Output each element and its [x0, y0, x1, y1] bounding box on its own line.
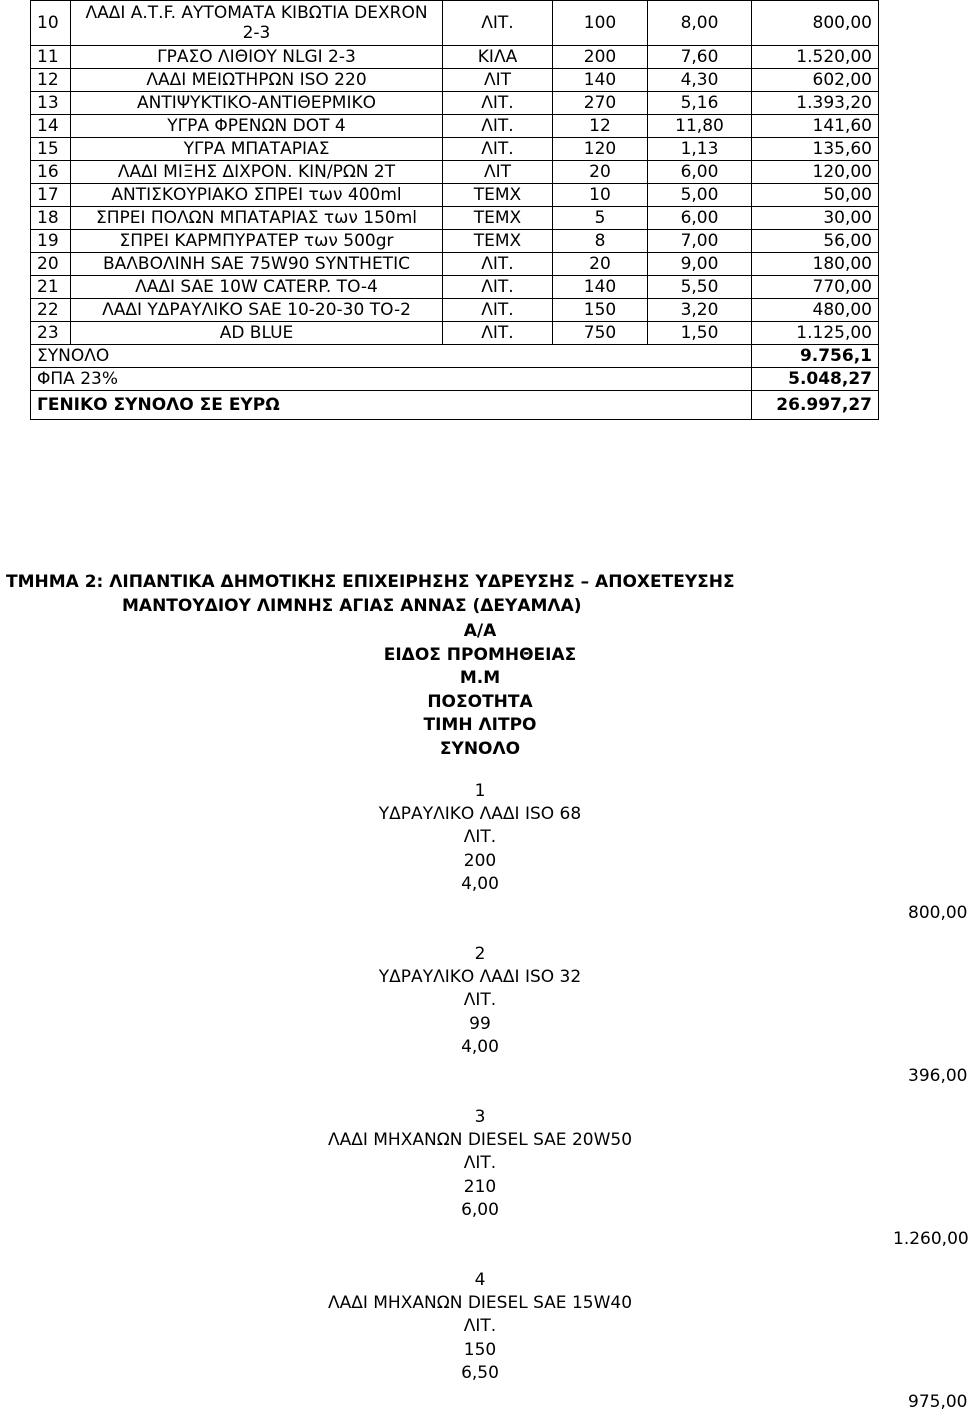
- row-price: 7,00: [648, 230, 752, 253]
- item-desc: ΛΑΔΙ ΜΗΧΑΝΩΝ DIESEL SAE 15W40: [327, 1293, 633, 1314]
- row-quantity: 5: [553, 207, 648, 230]
- row-number: 14: [31, 115, 71, 138]
- row-price: 1,13: [648, 138, 752, 161]
- item-price: 4,00: [461, 1036, 499, 1057]
- row-number: 21: [31, 276, 71, 299]
- row-description: ΥΓΡΑ ΜΠΑΤΑΡΙΑΣ: [71, 138, 443, 161]
- list-item: [0, 943, 968, 1086]
- table-row: [31, 230, 879, 253]
- item-n: 4: [474, 1270, 486, 1290]
- grand-total-label: ΓΕΝΙΚΟ ΣΥΝΟΛΟ ΣΕ ΕΥΡΩ: [31, 391, 752, 420]
- section-2-subtitle: ΜΑΝΤΟΥΔΙΟΥ ΛΙΜΝΗΣ ΑΓΙΑΣ ΑΝΝΑΣ (ΔΕΥΑΜΛΑ): [122, 596, 582, 616]
- row-unit: ΛΙΤ.: [443, 138, 553, 161]
- header-total: ΣΥΝΟΛΟ: [439, 738, 521, 759]
- section-2-title: ΤΜΗΜΑ 2: ΛΙΠΑΝΤΙΚΑ ΔΗΜΟΤΙΚΗΣ ΕΠΙΧΕΙΡΗΣΗΣ ΥΔΡΕΥΣΗΣ – ΑΠΟΧΕΤΕΥΣΗΣ: [6, 572, 735, 592]
- items-table: [30, 0, 879, 420]
- row-price: 7,60: [648, 46, 752, 69]
- row-number: 16: [31, 161, 71, 184]
- item-total: 975,00: [908, 1392, 968, 1412]
- row-unit: ΛΙΤ.: [443, 322, 553, 345]
- header-item: ΕΙΔΟΣ ΠΡΟΜΗΘΕΙΑΣ: [383, 644, 577, 665]
- row-total: 1.520,00: [752, 46, 879, 69]
- row-price: 5,00: [648, 184, 752, 207]
- row-number: 10: [31, 1, 71, 46]
- item-price: 4,00: [461, 873, 499, 894]
- row-description: ΛΑΔΙ Α.Τ.F. ΑΥΤΟΜΑΤΑ ΚΙΒΩΤΙΑ DEXRON 2-3: [71, 1, 443, 46]
- item-unit: ΛΙΤ.: [463, 1153, 497, 1174]
- row-quantity: 8: [553, 230, 648, 253]
- item-price: 6,50: [461, 1362, 499, 1383]
- table-row: [31, 253, 879, 276]
- row-unit: ΤΕΜΧ: [443, 184, 553, 207]
- table-row: [31, 46, 879, 69]
- list-item: [0, 780, 968, 923]
- row-price: 9,00: [648, 253, 752, 276]
- row-description: ΒΑΛΒΟΛΙΝΗ SAE 75W90 SYNTHETIC: [71, 253, 443, 276]
- table-row: [31, 115, 879, 138]
- vat-label: ΦΠΑ 23%: [31, 368, 752, 391]
- item-price: 6,00: [461, 1199, 499, 1220]
- row-price: 1,50: [648, 322, 752, 345]
- item-desc: ΥΔΡΑΥΛΙΚΟ ΛΑΔΙ ISO 32: [378, 967, 582, 988]
- row-quantity: 100: [553, 1, 648, 46]
- table-row: [31, 299, 879, 322]
- row-quantity: 10: [553, 184, 648, 207]
- row-description: ΛΑΔΙ ΥΔΡΑΥΛΙΚΟ SAE 10-20-30 TO-2: [71, 299, 443, 322]
- item-qty: 150: [463, 1339, 497, 1360]
- row-unit: ΛΙΤ.: [443, 92, 553, 115]
- row-quantity: 140: [553, 69, 648, 92]
- section-2-headers: [0, 620, 960, 761]
- row-total: 50,00: [752, 184, 879, 207]
- row-number: 15: [31, 138, 71, 161]
- item-unit: ΛΙΤ.: [463, 1316, 497, 1337]
- list-item: [0, 1269, 968, 1412]
- row-description: AD BLUE: [71, 322, 443, 345]
- row-number: 18: [31, 207, 71, 230]
- row-price: 3,20: [648, 299, 752, 322]
- subtotal-value: 9.756,1: [752, 345, 879, 368]
- list-item: [0, 1106, 969, 1249]
- row-total: 1.393,20: [752, 92, 879, 115]
- row-price: 4,30: [648, 69, 752, 92]
- row-quantity: 200: [553, 46, 648, 69]
- row-total: 602,00: [752, 69, 879, 92]
- item-n: 2: [474, 944, 486, 964]
- item-qty: 99: [469, 1013, 491, 1034]
- row-total: 56,00: [752, 230, 879, 253]
- items-table-wrapper: [30, 0, 878, 420]
- row-price: 11,80: [648, 115, 752, 138]
- subtotal-row: [31, 345, 879, 368]
- row-number: 23: [31, 322, 71, 345]
- row-quantity: 140: [553, 276, 648, 299]
- row-number: 20: [31, 253, 71, 276]
- header-unit: Μ.Μ: [459, 668, 501, 688]
- item-unit: ΛΙΤ.: [463, 990, 497, 1011]
- table-row: [31, 184, 879, 207]
- row-number: 12: [31, 69, 71, 92]
- row-total: 120,00: [752, 161, 879, 184]
- item-n: 1: [474, 781, 486, 801]
- row-quantity: 750: [553, 322, 648, 345]
- row-number: 11: [31, 46, 71, 69]
- row-description: ΓΡΑΣΟ ΛΙΘΙΟΥ NLGI 2-3: [71, 46, 443, 69]
- row-description: ΛΑΔΙ ΜΙΞΗΣ ΔΙΧΡΟΝ. ΚΙΝ/ΡΩΝ 2Τ: [71, 161, 443, 184]
- header-quantity: ΠΟΣΟΤΗΤΑ: [427, 691, 533, 712]
- row-number: 17: [31, 184, 71, 207]
- row-unit: ΛΙΤ: [443, 69, 553, 92]
- row-total: 480,00: [752, 299, 879, 322]
- header-aa: Α/Α: [463, 621, 497, 641]
- row-number: 13: [31, 92, 71, 115]
- row-unit: ΛΙΤ.: [443, 115, 553, 138]
- subtotal-label: ΣΥΝΟΛΟ: [31, 345, 752, 368]
- row-unit: ΛΙΤ.: [443, 299, 553, 322]
- row-unit: ΛΙΤ.: [443, 1, 553, 46]
- item-qty: 210: [463, 1176, 497, 1197]
- row-total: 770,00: [752, 276, 879, 299]
- item-total: 396,00: [908, 1066, 968, 1086]
- row-quantity: 270: [553, 92, 648, 115]
- row-total: 141,60: [752, 115, 879, 138]
- row-price: 5,50: [648, 276, 752, 299]
- row-price: 6,00: [648, 161, 752, 184]
- row-total: 800,00: [752, 1, 879, 46]
- row-unit: ΤΕΜΧ: [443, 207, 553, 230]
- row-total: 135,60: [752, 138, 879, 161]
- item-desc: ΥΔΡΑΥΛΙΚΟ ΛΑΔΙ ISO 68: [378, 804, 582, 825]
- row-unit: ΛΙΤ.: [443, 253, 553, 276]
- row-total: 180,00: [752, 253, 879, 276]
- row-description: ΑΝΤΙΨΥΚΤΙΚΟ-ΑΝΤΙΘΕΡΜΙΚΟ: [71, 92, 443, 115]
- row-total: 1.125,00: [752, 322, 879, 345]
- row-quantity: 12: [553, 115, 648, 138]
- grand-total-value: 26.997,27: [752, 391, 879, 420]
- vat-row: [31, 368, 879, 391]
- row-unit: ΚΙΛΑ: [443, 46, 553, 69]
- row-description: ΥΓΡΑ ΦΡΕΝΩΝ DOT 4: [71, 115, 443, 138]
- summary-body: [31, 345, 879, 420]
- row-price: 6,00: [648, 207, 752, 230]
- item-unit: ΛΙΤ.: [463, 827, 497, 848]
- row-price: 5,16: [648, 92, 752, 115]
- item-qty: 200: [463, 850, 497, 871]
- header-unit-price: ΤΙΜΗ ΛΙΤΡΟ: [423, 715, 537, 735]
- row-number: 19: [31, 230, 71, 253]
- item-total: 800,00: [908, 903, 968, 923]
- row-quantity: 20: [553, 253, 648, 276]
- items-table-body: [31, 1, 879, 345]
- item-desc: ΛΑΔΙ ΜΗΧΑΝΩΝ DIESEL SAE 20W50: [327, 1130, 633, 1151]
- table-row: [31, 207, 879, 230]
- grand-total-row: [31, 391, 879, 420]
- table-row: [31, 161, 879, 184]
- row-price: 8,00: [648, 1, 752, 46]
- table-row: [31, 322, 879, 345]
- table-row: [31, 276, 879, 299]
- vat-value: 5.048,27: [752, 368, 879, 391]
- table-row: [31, 69, 879, 92]
- row-unit: ΛΙΤ.: [443, 276, 553, 299]
- row-number: 22: [31, 299, 71, 322]
- item-n: 3: [474, 1107, 486, 1127]
- row-description: ΑΝΤΙΣΚΟΥΡΙΑΚΟ ΣΠΡΕΙ των 400ml: [71, 184, 443, 207]
- table-row: [31, 1, 879, 46]
- row-description: ΣΠΡΕΙ ΚΑΡΜΠΥΡΑΤΕΡ των 500gr: [71, 230, 443, 253]
- row-total: 30,00: [752, 207, 879, 230]
- table-row: [31, 92, 879, 115]
- item-total: 1.260,00: [893, 1229, 969, 1249]
- row-description: ΛΑΔΙ ΜΕΙΩΤΗΡΩΝ ISO 220: [71, 69, 443, 92]
- row-unit: ΛΙΤ: [443, 161, 553, 184]
- row-quantity: 20: [553, 161, 648, 184]
- table-row: [31, 138, 879, 161]
- row-quantity: 150: [553, 299, 648, 322]
- row-unit: ΤΕΜΧ: [443, 230, 553, 253]
- row-quantity: 120: [553, 138, 648, 161]
- row-description: ΛΑΔΙ SAE 10W CATERP. TO-4: [71, 276, 443, 299]
- row-description: ΣΠΡΕΙ ΠΟΛΩΝ ΜΠΑΤΑΡΙΑΣ των 150ml: [71, 207, 443, 230]
